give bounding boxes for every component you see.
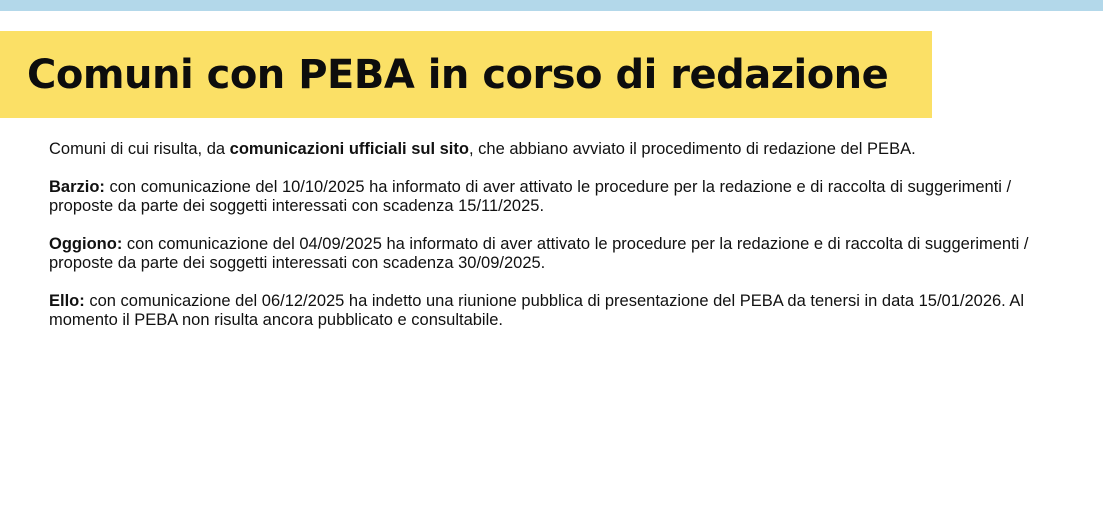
page-title: Comuni con PEBA in corso di redazione: [27, 51, 889, 98]
intro-text-after: , che abbiano avviato il procedimento di redazione del PEBA.: [468, 140, 916, 158]
entry-text: con comunicazione del 04/09/2025 ha informato di aver attivato le procedure per la redazione e di raccolta di suggerimenti / proposte da parte dei soggetti interessati con scadenza 30/09/2025.: [49, 235, 1029, 272]
content-body: [49, 140, 1069, 349]
entry-name: Ello:: [49, 292, 85, 310]
entry-paragraph-ello: [49, 292, 1069, 330]
entry-text: con comunicazione del 06/12/2025 ha indetto una riunione pubblica di presentazione del PEBA da tenersi in data 15/01/2026. Al momento il PEBA non risulta ancora pubblicato e consultabile.: [49, 292, 1025, 329]
entry-name: Barzio:: [49, 178, 105, 196]
intro-paragraph: [49, 140, 1069, 159]
intro-text-before: Comuni di cui risulta, da: [49, 140, 230, 158]
top-accent-bar: [0, 0, 1103, 11]
entry-text: con comunicazione del 10/10/2025 ha informato di aver attivato le procedure per la redazione e di raccolta di suggerimenti / proposte da parte dei soggetti interessati con scadenza 15/11/2025.: [49, 178, 1012, 215]
entry-paragraph-oggiono: [49, 235, 1069, 273]
entry-name: Oggiono:: [49, 235, 123, 253]
title-banner: [0, 31, 932, 118]
entry-paragraph-barzio: [49, 178, 1069, 216]
intro-text-bold: comunicazioni ufficiali sul sito: [229, 140, 469, 158]
